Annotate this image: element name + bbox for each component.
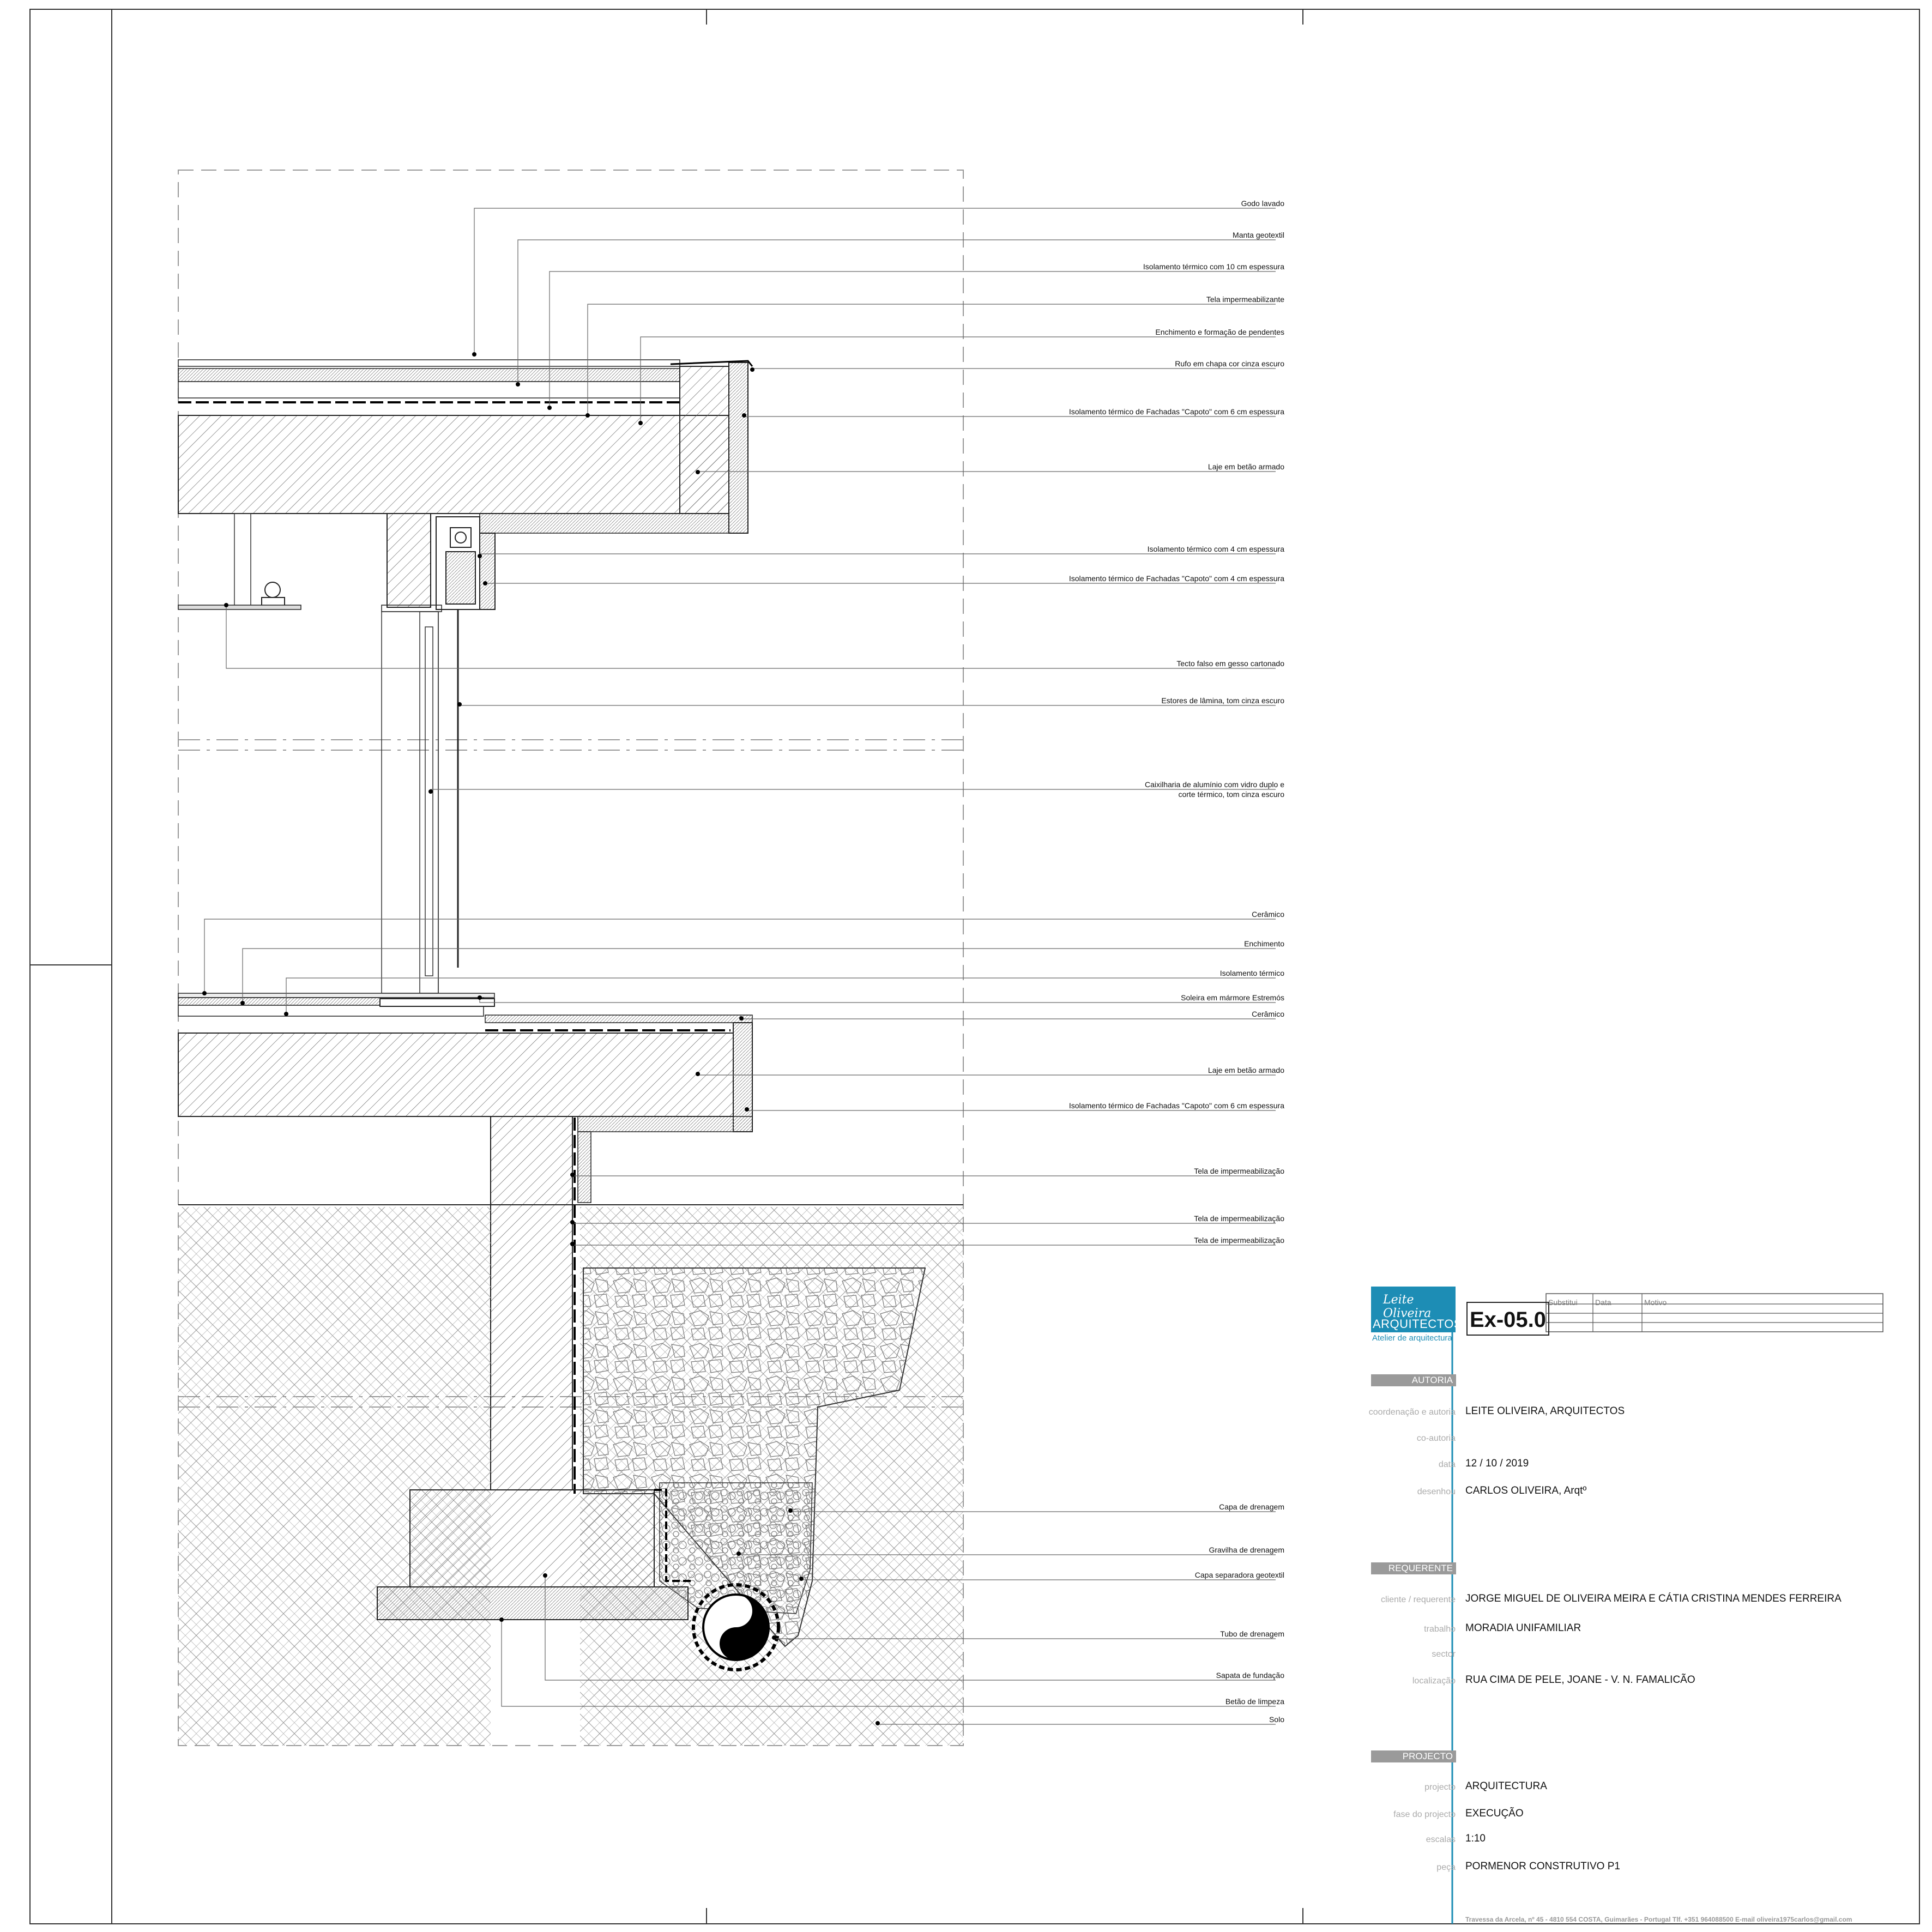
revision-header-reason: Motivo — [1644, 1298, 1667, 1307]
title-block-value: LEITE OLIVEIRA, ARQUITECTOS — [1465, 1405, 1625, 1417]
leader-line — [698, 1074, 1276, 1075]
callout-label: Cerâmico — [1252, 910, 1284, 919]
title-block-value: JORGE MIGUEL DE OLIVEIRA MEIRA E CÁTIA CRISTINA MENDES FERREIRA — [1465, 1593, 1842, 1604]
callout-label: Capa de drenagem — [1219, 1502, 1284, 1511]
leader-dot — [499, 1617, 504, 1622]
revision-header-replaces: Substitui — [1548, 1298, 1578, 1307]
leader-dot — [788, 1508, 793, 1513]
title-block-key: escalas — [1426, 1835, 1456, 1844]
callout-label: Isolamento térmico de Fachadas "Capoto" com 6 cm espessura — [1068, 407, 1284, 416]
callout-label: Tecto falso em gesso cartonado — [1176, 659, 1284, 668]
leader-dot — [224, 603, 228, 607]
title-block-value: PORMENOR CONSTRUTIVO P1 — [1465, 1861, 1620, 1872]
drawing-code: Ex-05.0 — [1466, 1302, 1549, 1336]
callout-label: Caixilharia de alumínio com vidro duplo e — [1144, 780, 1284, 789]
callout-label: Sapata de fundação — [1216, 1671, 1284, 1680]
leader-line — [480, 998, 1276, 1003]
leader-dot — [478, 995, 482, 1000]
leader-dot — [585, 413, 590, 418]
title-block-key: desenhou — [1417, 1487, 1456, 1496]
section-autoria: AUTORIA — [1371, 1374, 1456, 1386]
callout-label: Capa separadora geotextil — [1194, 1571, 1284, 1579]
leader-dot — [472, 352, 476, 357]
title-block-value: RUA CIMA DE PELE, JOANE - V. N. FAMALICÃO — [1465, 1674, 1695, 1686]
title-block-value: 12 / 10 / 2019 — [1465, 1458, 1529, 1469]
logo-script-text: Leite Oliveira — [1383, 1293, 1432, 1320]
callout-label: Isolamento térmico com 4 cm espessura — [1147, 545, 1284, 553]
title-block-value: ARQUITECTURA — [1465, 1780, 1547, 1792]
title-block-key: coordenação e autoria — [1368, 1408, 1456, 1417]
callout-label: Godo lavado — [1241, 199, 1284, 208]
callout-label: Isolamento térmico de Fachadas "Capoto" com 6 cm espessura — [1068, 1101, 1284, 1110]
title-block-value: MORADIA UNIFAMILIAR — [1465, 1622, 1581, 1634]
title-block-value: 1:10 — [1465, 1833, 1486, 1844]
callout-label: Isolamento térmico de Fachadas "Capoto" com 4 cm espessura — [1068, 574, 1284, 583]
title-block-value: EXECUÇÃO — [1465, 1808, 1524, 1819]
leader-line — [226, 605, 1276, 668]
leader-dot — [543, 1573, 547, 1578]
callout-label: Tubo de drenagem — [1220, 1629, 1284, 1638]
callout-label: Betão de limpeza — [1225, 1697, 1284, 1706]
firm-logo — [1371, 1287, 1463, 1332]
leader-line — [431, 789, 1276, 792]
title-block-key: trabalho — [1424, 1625, 1456, 1634]
leader-dot — [478, 554, 482, 558]
logo-firm-text: ARQUITECTOS — [1373, 1317, 1463, 1331]
leader-dot — [240, 1001, 245, 1005]
leader-dot — [483, 581, 487, 585]
callout-label: Isolamento térmico com 10 cm espessura — [1143, 262, 1284, 271]
leader-dot — [570, 1173, 575, 1177]
leader-line — [752, 369, 1276, 370]
title-block-key: projecto — [1424, 1783, 1456, 1792]
leader-dot — [696, 1072, 700, 1076]
logo-subtitle: Atelier de arquitectura — [1372, 1333, 1452, 1343]
leader-dot — [202, 991, 207, 995]
leader-dot — [745, 1107, 749, 1112]
section-requerente: REQUERENTE — [1371, 1562, 1456, 1574]
callout-label: Rufo em chapa cor cinza escuro — [1175, 359, 1284, 368]
leader-dot — [876, 1721, 880, 1725]
title-block-key: fase do projecto — [1393, 1810, 1456, 1819]
leader-dot — [736, 1551, 741, 1556]
title-block-key: localização — [1412, 1676, 1456, 1686]
callout-label: Enchimento e formação de pendentes — [1155, 328, 1284, 336]
leader-dot — [516, 382, 520, 387]
leader-dot — [428, 789, 433, 794]
title-block-key: sector — [1432, 1650, 1456, 1659]
revision-header-date: Data — [1595, 1298, 1611, 1307]
callout-label: Laje em betão armado — [1208, 1066, 1284, 1074]
callout-label: Tela impermeabilizante — [1206, 295, 1284, 304]
callout-label: Cerâmico — [1252, 1010, 1284, 1018]
callout-label: Soleira em mármore Estremós — [1181, 993, 1284, 1002]
title-block-key: cliente / requerente — [1381, 1595, 1456, 1604]
section-projecto: PROJECTO — [1371, 1750, 1456, 1762]
office-address-footer: Travessa da Arcela, nº 45 - 4810 554 COSTA, Guimarães - Portugal Tlf. +351 964088500 E-mail oliveira1975carlos@gmail.com — [1465, 1916, 1852, 1923]
leader-dot — [638, 421, 643, 425]
leader-dot — [739, 1016, 744, 1021]
callout-label: Gravilha de drenagem — [1209, 1545, 1284, 1554]
leader-line — [460, 704, 1276, 705]
leader-dot — [799, 1577, 804, 1581]
leader-line — [518, 240, 1276, 384]
callout-label: Laje em betão armado — [1208, 462, 1284, 471]
leader-dot — [696, 470, 700, 474]
leader-dot — [750, 367, 754, 372]
callout-label: Manta geotextil — [1233, 231, 1284, 239]
callout-label: Estores de lâmina, tom cinza escuro — [1161, 696, 1284, 705]
callout-label: Tela de impermeabilização — [1194, 1214, 1284, 1223]
callout-label: Enchimento — [1244, 939, 1284, 948]
leader-dot — [284, 1012, 288, 1016]
title-block-value: CARLOS OLIVEIRA, Arqtº — [1465, 1485, 1587, 1496]
leader-dot — [547, 406, 552, 410]
title-block-key: co-autoria — [1416, 1434, 1456, 1443]
leader-dot — [570, 1242, 575, 1246]
leader-dot — [570, 1220, 575, 1224]
leader-line — [572, 1175, 1276, 1176]
callout-label: Tela de impermeabilização — [1194, 1236, 1284, 1245]
leader-line — [480, 554, 1276, 556]
callout-label: corte térmico, tom cinza escuro — [1178, 790, 1284, 799]
callout-label: Solo — [1269, 1715, 1284, 1724]
callout-label: Tela de impermeabilização — [1194, 1167, 1284, 1175]
leader-line — [741, 1018, 1276, 1019]
leader-dot — [457, 702, 462, 707]
callout-label: Isolamento térmico — [1219, 969, 1284, 977]
leader-dot — [772, 1635, 776, 1640]
title-block-key: peça — [1436, 1863, 1456, 1872]
title-block-key: data — [1438, 1460, 1456, 1469]
leader-line — [204, 919, 1276, 993]
leader-dot — [742, 413, 746, 418]
